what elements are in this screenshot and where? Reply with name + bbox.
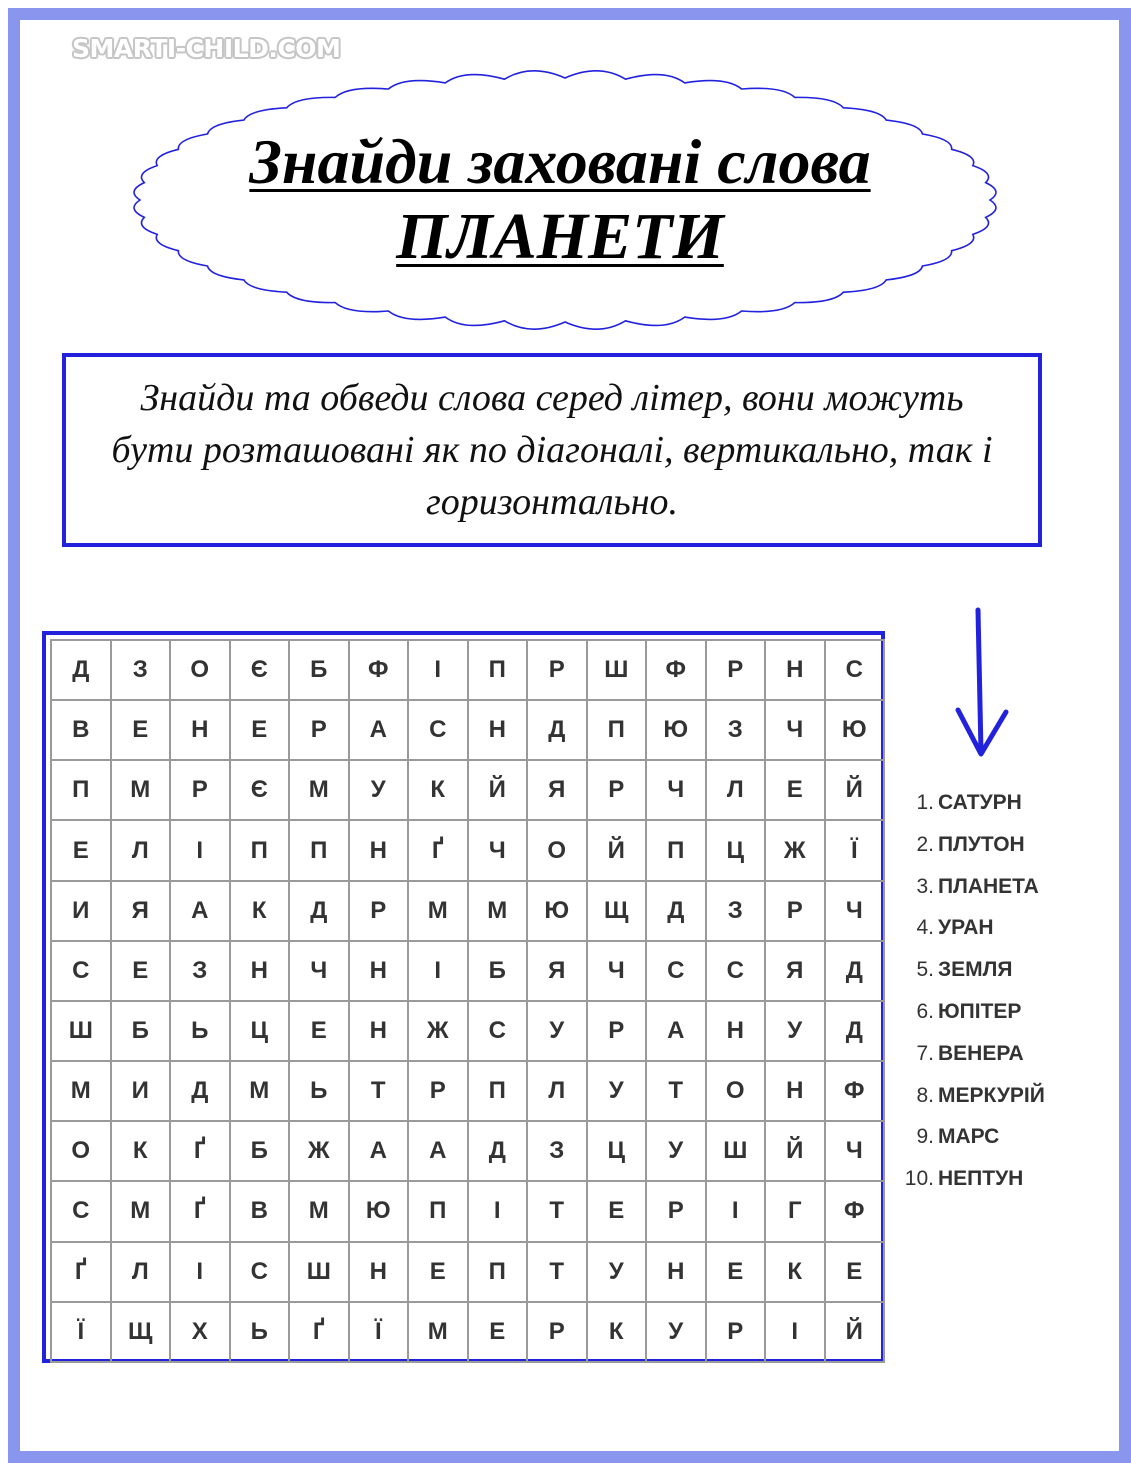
grid-row: [51, 760, 884, 820]
grid-cell[interactable]: Е: [111, 700, 171, 760]
grid-cell[interactable]: Д: [289, 881, 349, 941]
grid-cell[interactable]: Є: [230, 640, 290, 700]
grid-cell[interactable]: С: [230, 1242, 290, 1302]
grid-cell[interactable]: А: [408, 1121, 468, 1181]
grid-cell[interactable]: М: [51, 1061, 111, 1121]
grid-row: [51, 1121, 884, 1181]
grid-cell[interactable]: Г: [765, 1181, 825, 1241]
grid-cell[interactable]: Б: [230, 1121, 290, 1181]
grid-cell[interactable]: Н: [349, 941, 409, 1001]
grid-cell[interactable]: П: [468, 1242, 528, 1302]
word-search-grid: [50, 639, 885, 1363]
grid-cell[interactable]: П: [646, 820, 706, 880]
word-number: 10.: [904, 1167, 934, 1191]
grid-cell[interactable]: Ж: [765, 820, 825, 880]
grid-cell[interactable]: Л: [111, 1242, 171, 1302]
grid-cell[interactable]: М: [111, 760, 171, 820]
grid-cell[interactable]: У: [527, 1001, 587, 1061]
watermark: SMARTI-CHILD.COM: [72, 34, 341, 63]
grid-cell[interactable]: С: [646, 941, 706, 1001]
grid-cell[interactable]: Ф: [825, 1061, 885, 1121]
grid-cell[interactable]: Ь: [170, 1001, 230, 1061]
grid-cell[interactable]: А: [349, 1121, 409, 1181]
grid-cell[interactable]: Р: [408, 1061, 468, 1121]
grid-cell[interactable]: С: [825, 640, 885, 700]
grid-cell[interactable]: Й: [765, 1121, 825, 1181]
title-line-1: Знайди заховані слова: [249, 126, 871, 197]
grid-cell[interactable]: З: [706, 700, 766, 760]
word-list-item: [892, 824, 1045, 866]
grid-cell[interactable]: Є: [230, 760, 290, 820]
grid-cell[interactable]: Щ: [111, 1302, 171, 1362]
grid-cell[interactable]: Ь: [289, 1061, 349, 1121]
grid-cell[interactable]: Ґ: [408, 820, 468, 880]
grid-cell[interactable]: Л: [527, 1061, 587, 1121]
grid-cell[interactable]: С: [51, 1181, 111, 1241]
grid-cell[interactable]: Н: [646, 1242, 706, 1302]
grid-cell[interactable]: Р: [706, 640, 766, 700]
grid-cell[interactable]: Ґ: [170, 1181, 230, 1241]
grid-cell[interactable]: З: [111, 640, 171, 700]
grid-cell[interactable]: І: [408, 941, 468, 1001]
grid-cell[interactable]: Ф: [825, 1181, 885, 1241]
grid-cell[interactable]: У: [646, 1302, 706, 1362]
grid-cell[interactable]: Ї: [825, 820, 885, 880]
grid-cell[interactable]: Й: [468, 760, 528, 820]
grid-cell[interactable]: Б: [468, 941, 528, 1001]
grid-cell[interactable]: У: [765, 1001, 825, 1061]
word-list-item: [892, 866, 1045, 908]
word-list: [892, 782, 1045, 1200]
grid-cell[interactable]: М: [289, 1181, 349, 1241]
grid-cell[interactable]: Р: [170, 760, 230, 820]
grid-cell[interactable]: З: [527, 1121, 587, 1181]
down-arrow-icon: [950, 606, 1020, 766]
grid-cell[interactable]: Н: [230, 941, 290, 1001]
grid-row: [51, 941, 884, 1001]
grid-cell[interactable]: А: [170, 881, 230, 941]
grid-cell[interactable]: А: [349, 700, 409, 760]
grid-row: [51, 820, 884, 880]
grid-cell[interactable]: Е: [230, 700, 290, 760]
word-label: ПЛАНЕТА: [938, 874, 1039, 898]
word-label: МАРС: [938, 1125, 1000, 1149]
grid-cell[interactable]: Ф: [349, 640, 409, 700]
grid-cell[interactable]: Я: [527, 760, 587, 820]
grid-cell[interactable]: Н: [349, 1001, 409, 1061]
grid-cell[interactable]: Й: [587, 820, 647, 880]
grid-cell[interactable]: П: [230, 820, 290, 880]
grid-cell[interactable]: Р: [289, 700, 349, 760]
grid-cell[interactable]: Е: [587, 1181, 647, 1241]
word-label: САТУРН: [938, 791, 1022, 814]
grid-cell[interactable]: М: [289, 760, 349, 820]
grid-cell[interactable]: Щ: [587, 881, 647, 941]
grid-cell[interactable]: К: [587, 1302, 647, 1362]
word-search-grid-box: [42, 631, 885, 1363]
grid-cell[interactable]: С: [468, 1001, 528, 1061]
grid-cell[interactable]: Е: [111, 941, 171, 1001]
grid-cell[interactable]: Е: [825, 1242, 885, 1302]
word-number: 6.: [916, 999, 934, 1023]
grid-cell[interactable]: Р: [587, 1001, 647, 1061]
word-label: ПЛУТОН: [938, 832, 1025, 856]
grid-cell[interactable]: Ж: [289, 1121, 349, 1181]
grid-cell[interactable]: С: [51, 941, 111, 1001]
grid-cell[interactable]: Л: [706, 760, 766, 820]
grid-cell[interactable]: Ї: [349, 1302, 409, 1362]
grid-cell[interactable]: І: [170, 820, 230, 880]
grid-cell[interactable]: Ц: [230, 1001, 290, 1061]
grid-cell[interactable]: Ч: [646, 760, 706, 820]
grid-cell[interactable]: П: [289, 820, 349, 880]
grid-cell[interactable]: Б: [111, 1001, 171, 1061]
grid-cell[interactable]: У: [349, 760, 409, 820]
grid-cell[interactable]: Ш: [289, 1242, 349, 1302]
grid-cell[interactable]: Ї: [51, 1302, 111, 1362]
grid-cell[interactable]: Р: [527, 640, 587, 700]
word-list-item: [892, 907, 1045, 949]
grid-cell[interactable]: Ц: [706, 820, 766, 880]
grid-cell[interactable]: Ь: [230, 1302, 290, 1362]
word-number: 4.: [916, 916, 934, 940]
grid-row: [51, 1302, 884, 1362]
grid-cell[interactable]: У: [587, 1242, 647, 1302]
grid-row: [51, 640, 884, 700]
grid-cell[interactable]: Н: [468, 700, 528, 760]
grid-cell[interactable]: Ю: [646, 700, 706, 760]
grid-cell[interactable]: Ч: [825, 1121, 885, 1181]
grid-cell[interactable]: И: [51, 881, 111, 941]
grid-cell[interactable]: Я: [765, 941, 825, 1001]
grid-cell[interactable]: Ю: [527, 881, 587, 941]
grid-cell[interactable]: Т: [527, 1181, 587, 1241]
grid-cell[interactable]: Ж: [408, 1001, 468, 1061]
word-label: НЕПТУН: [938, 1167, 1024, 1191]
word-list-item: [892, 1033, 1045, 1075]
grid-cell[interactable]: И: [111, 1061, 171, 1121]
grid-cell[interactable]: І: [765, 1302, 825, 1362]
word-label: УРАН: [938, 916, 994, 940]
grid-cell[interactable]: Е: [765, 760, 825, 820]
grid-cell[interactable]: П: [468, 1061, 528, 1121]
word-number: 8.: [916, 1083, 934, 1107]
grid-cell[interactable]: Ф: [646, 640, 706, 700]
grid-cell[interactable]: Н: [706, 1001, 766, 1061]
grid-cell[interactable]: Х: [170, 1302, 230, 1362]
grid-cell[interactable]: М: [468, 881, 528, 941]
grid-row: [51, 881, 884, 941]
grid-cell[interactable]: Е: [706, 1242, 766, 1302]
grid-cell[interactable]: Ґ: [289, 1302, 349, 1362]
grid-cell[interactable]: Ґ: [170, 1121, 230, 1181]
grid-cell[interactable]: О: [706, 1061, 766, 1121]
grid-cell[interactable]: Р: [349, 881, 409, 941]
grid-cell[interactable]: К: [230, 881, 290, 941]
grid-cell[interactable]: Н: [349, 820, 409, 880]
grid-cell[interactable]: К: [408, 760, 468, 820]
grid-cell[interactable]: О: [527, 820, 587, 880]
grid-cell[interactable]: Ч: [825, 881, 885, 941]
grid-cell[interactable]: Ч: [289, 941, 349, 1001]
grid-cell[interactable]: Н: [170, 700, 230, 760]
grid-cell[interactable]: З: [706, 881, 766, 941]
grid-cell[interactable]: С: [408, 700, 468, 760]
grid-cell[interactable]: У: [587, 1061, 647, 1121]
grid-cell[interactable]: Т: [527, 1242, 587, 1302]
grid-row: [51, 1181, 884, 1241]
word-number: 9.: [916, 1125, 934, 1149]
grid-cell[interactable]: Н: [765, 640, 825, 700]
grid-cell[interactable]: П: [51, 760, 111, 820]
word-number: 7.: [916, 1041, 934, 1065]
grid-cell[interactable]: М: [111, 1181, 171, 1241]
grid-cell[interactable]: Л: [111, 820, 171, 880]
grid-cell[interactable]: К: [765, 1242, 825, 1302]
grid-cell[interactable]: Н: [349, 1242, 409, 1302]
instructions-text: Знайди та обведи слова серед літер, вони можуть бути розташовані як по діагоналі, вертикально, так і горизонтально.: [111, 377, 993, 523]
grid-cell[interactable]: У: [646, 1121, 706, 1181]
grid-cell[interactable]: Р: [587, 760, 647, 820]
grid-cell[interactable]: Т: [646, 1061, 706, 1121]
word-list-item: [892, 949, 1045, 991]
instructions-box: [62, 353, 1042, 547]
grid-cell[interactable]: Ч: [765, 700, 825, 760]
grid-cell[interactable]: І: [170, 1242, 230, 1302]
grid-cell[interactable]: Ц: [587, 1121, 647, 1181]
grid-cell[interactable]: К: [111, 1121, 171, 1181]
grid-cell[interactable]: С: [706, 941, 766, 1001]
grid-cell[interactable]: Ґ: [51, 1242, 111, 1302]
grid-cell[interactable]: Ю: [349, 1181, 409, 1241]
title-line-2: ПЛАНЕТИ: [396, 200, 724, 273]
grid-cell[interactable]: П: [408, 1181, 468, 1241]
grid-row: [51, 1001, 884, 1061]
grid-cell[interactable]: В: [230, 1181, 290, 1241]
word-number: 1.: [916, 791, 934, 814]
word-list-item: [892, 1075, 1045, 1117]
grid-cell[interactable]: Т: [349, 1061, 409, 1121]
grid-cell[interactable]: Е: [468, 1302, 528, 1362]
grid-cell[interactable]: Я: [527, 941, 587, 1001]
grid-cell[interactable]: Д: [527, 700, 587, 760]
grid-cell[interactable]: Ш: [51, 1001, 111, 1061]
grid-cell[interactable]: Д: [825, 1001, 885, 1061]
grid-cell[interactable]: Н: [765, 1061, 825, 1121]
grid-cell[interactable]: М: [408, 1302, 468, 1362]
grid-cell[interactable]: Ч: [587, 941, 647, 1001]
grid-cell[interactable]: Ю: [825, 700, 885, 760]
word-label: МЕРКУРІЙ: [938, 1083, 1045, 1107]
grid-cell[interactable]: З: [170, 941, 230, 1001]
word-label: ЗЕМЛЯ: [938, 958, 1013, 982]
grid-cell[interactable]: О: [170, 640, 230, 700]
grid-row: [51, 700, 884, 760]
grid-cell[interactable]: О: [51, 1121, 111, 1181]
word-label: ЮПІТЕР: [938, 999, 1022, 1023]
grid-cell[interactable]: Д: [51, 640, 111, 700]
grid-cell[interactable]: Е: [408, 1242, 468, 1302]
grid-cell[interactable]: І: [706, 1181, 766, 1241]
grid-cell[interactable]: Е: [289, 1001, 349, 1061]
title: [150, 126, 970, 273]
grid-cell[interactable]: Ш: [706, 1121, 766, 1181]
grid-cell[interactable]: Д: [646, 881, 706, 941]
word-number: 5.: [916, 958, 934, 982]
grid-row: [51, 1061, 884, 1121]
grid-row: [51, 1242, 884, 1302]
word-list-item: [892, 991, 1045, 1033]
word-list-item: [892, 1116, 1045, 1158]
word-list-item: [892, 1158, 1045, 1200]
grid-cell[interactable]: П: [587, 700, 647, 760]
grid-cell[interactable]: І: [408, 640, 468, 700]
grid-cell[interactable]: Р: [706, 1302, 766, 1362]
grid-cell[interactable]: Д: [825, 941, 885, 1001]
grid-cell[interactable]: М: [408, 881, 468, 941]
grid-cell[interactable]: Я: [111, 881, 171, 941]
grid-cell[interactable]: М: [230, 1061, 290, 1121]
grid-cell[interactable]: Е: [51, 820, 111, 880]
grid-cell[interactable]: Й: [825, 1302, 885, 1362]
grid-cell[interactable]: А: [646, 1001, 706, 1061]
grid-cell[interactable]: Й: [825, 760, 885, 820]
grid-cell[interactable]: П: [468, 640, 528, 700]
grid-cell[interactable]: Б: [289, 640, 349, 700]
grid-cell[interactable]: І: [468, 1181, 528, 1241]
grid-cell[interactable]: Р: [527, 1302, 587, 1362]
word-label: ВЕНЕРА: [938, 1041, 1024, 1065]
grid-cell[interactable]: Р: [765, 881, 825, 941]
grid-cell[interactable]: Д: [170, 1061, 230, 1121]
grid-cell[interactable]: Р: [646, 1181, 706, 1241]
word-list-item: [892, 782, 1045, 824]
grid-cell[interactable]: Ш: [587, 640, 647, 700]
word-number: 3.: [916, 874, 934, 898]
grid-cell[interactable]: Д: [468, 1121, 528, 1181]
grid-cell[interactable]: В: [51, 700, 111, 760]
word-number: 2.: [916, 832, 934, 856]
grid-cell[interactable]: Ч: [468, 820, 528, 880]
